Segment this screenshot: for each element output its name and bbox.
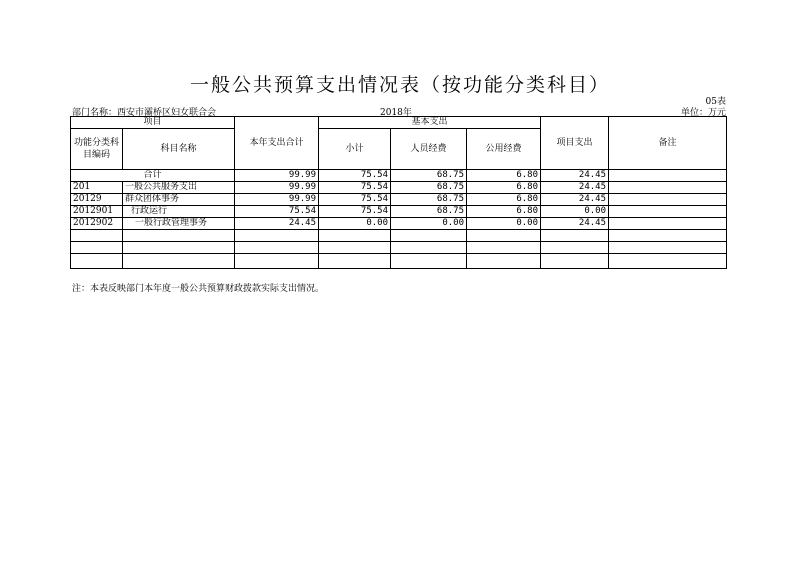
public-cell: 6.80 — [467, 182, 541, 194]
remarks-cell — [609, 182, 727, 194]
code-cell: 2012901 — [71, 206, 123, 218]
subtotal-cell: 75.54 — [319, 182, 391, 194]
header-total: 本年支出合计 — [235, 117, 319, 170]
department-label: 部门名称：西安市灞桥区妇女联合会 — [72, 108, 217, 118]
project-cell: 24.45 — [541, 170, 609, 182]
total-cell: 99.99 — [235, 182, 319, 194]
header-subject-name: 科目名称 — [123, 129, 235, 170]
project-cell: 24.45 — [541, 218, 609, 230]
form-number: 05表 — [705, 97, 726, 107]
empty-row — [71, 230, 727, 242]
header-personnel: 人员经费 — [391, 129, 467, 170]
total-cell: 99.99 — [235, 194, 319, 206]
personnel-cell: 68.75 — [391, 194, 467, 206]
table-row — [71, 182, 727, 194]
subtotal-cell: 0.00 — [319, 218, 391, 230]
table-row — [71, 206, 727, 218]
footnote: 注：本表反映部门本年度一般公共预算财政拨款实际支出情况。 — [72, 284, 325, 294]
table-row — [71, 218, 727, 230]
project-cell: 24.45 — [541, 194, 609, 206]
project-cell: 0.00 — [541, 206, 609, 218]
header-item: 项目 — [71, 117, 235, 129]
unit-label: 单位：万元 — [680, 108, 726, 118]
total-cell: 24.45 — [235, 218, 319, 230]
name-cell: 一般公共服务支出 — [123, 182, 235, 194]
empty-row — [71, 242, 727, 254]
header-func-code: 功能分类科目编码 — [71, 129, 123, 170]
name-cell: 行政运行 — [123, 206, 235, 218]
header-project: 项目支出 — [541, 117, 609, 170]
remarks-cell — [609, 218, 727, 230]
name-cell: 群众团体事务 — [123, 194, 235, 206]
page-title: 一般公共预算支出情况表（按功能分类科目） — [189, 74, 610, 96]
remarks-cell — [609, 206, 727, 218]
public-cell: 6.80 — [467, 170, 541, 182]
total-label: 合计 — [71, 170, 235, 182]
header-subtotal: 小计 — [319, 129, 391, 170]
personnel-cell: 0.00 — [391, 218, 467, 230]
remarks-cell — [609, 170, 727, 182]
empty-row — [71, 254, 727, 269]
personnel-cell: 68.75 — [391, 170, 467, 182]
code-cell: 201 — [71, 182, 123, 194]
header-basic: 基本支出 — [319, 117, 541, 129]
subtotal-cell: 75.54 — [319, 194, 391, 206]
header-row-1 — [71, 117, 727, 129]
remarks-cell — [609, 194, 727, 206]
code-cell: 2012902 — [71, 218, 123, 230]
subtotal-cell: 75.54 — [319, 170, 391, 182]
total-cell: 99.99 — [235, 170, 319, 182]
public-cell: 6.80 — [467, 206, 541, 218]
header-remarks: 备注 — [609, 117, 727, 170]
public-cell: 0.00 — [467, 218, 541, 230]
total-cell: 75.54 — [235, 206, 319, 218]
code-cell: 20129 — [71, 194, 123, 206]
name-cell: 一般行政管理事务 — [123, 218, 235, 230]
year-label: 2018年 — [380, 108, 412, 118]
personnel-cell: 68.75 — [391, 182, 467, 194]
personnel-cell: 68.75 — [391, 206, 467, 218]
table-row — [71, 194, 727, 206]
total-row — [71, 170, 727, 182]
subtotal-cell: 75.54 — [319, 206, 391, 218]
header-public: 公用经费 — [467, 129, 541, 170]
public-cell: 6.80 — [467, 194, 541, 206]
expenditure-table — [70, 116, 727, 269]
project-cell: 24.45 — [541, 182, 609, 194]
